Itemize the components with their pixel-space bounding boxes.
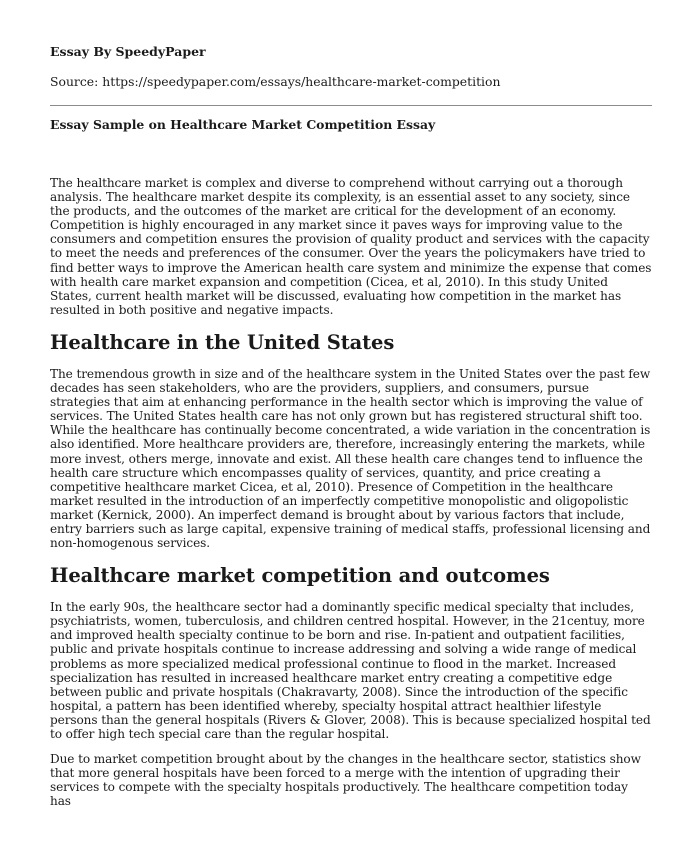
document-page [50,44,652,808]
paragraph-healthcare-us: The tremendous growth in size and of the healthcare system in the United States over the past few decades has seen stakeholders, who are the providers, suppliers, and consumers, pursue strategies that aim at enhancing performance in the health sector which is improving the value of services. The United States health care has not only grown but has registered structural shift too. While the healthcare has continually become concentrated, a wide variation in the concentration is also identified. More healthcare providers are, therefore, increasingly entering the markets, while more invest, others merge, innovate and exist. All these health care changes tend to influence the health care structure which encompasses quality of services, quantity, and price creating a competitive healthcare market Cicea, et al, 2010). Presence of Competition in the healthcare market resulted in the introduction of an imperfectly competitive monopolistic and oligopolistic market (Kernick, 2000). An imperfect demand is brought about by various factors that include, entry barriers such as large capital, expensive training of medical staffs, professional licensing and non-homogenous services. [50,366,651,551]
heading-healthcare-us: Healthcare in the United States [50,330,395,354]
source-line: Source: https://speedypaper.com/essays/healthcare-market-competition [50,74,501,89]
paragraph-intro: The healthcare market is complex and diverse to comprehend without carrying out a thorough analysis. The healthcare market despite its complexity, is an essential asset to any society, since the products, and the outcomes of the market are critical for the development of an economy. Competition is highly encouraged in any market since it paves ways for improving value to the consumers and competition ensures the provision of quality product and services with the capacity to meet the needs and preferences of the consumer. Over the years the policymakers have tried to find better ways to improve the American health care system and minimize the expense that comes with health care market expansion and competition (Cicea, et al, 2010). In this study United States, current health market will be discussed, evaluating how competition in the market has resulted in both positive and negative impacts. [50,176,652,317]
header-divider [50,105,652,106]
brand-title: Essay By SpeedyPaper [50,44,206,59]
paragraph-competition: In the early 90s, the healthcare sector had a dominantly specific medical specialty that includes, psychiatrists, women, tuberculosis, and children centred hospital. However, in the 21centuy, more and improved health specialty continue to be born and rise. In-patient and outpatient facilities, public and private hospitals continue to increase addressing and solving a wide range of medical problems as more specialized medical professional continue to flood in the market. Increased specialization has resulted in increased healthcare market entry creating a competitive edge between public and private hospitals (Chakravarty, 2008). Since the introduction of the specific hospital, a pattern has been identified whereby, specialty hospital attract healthier lifestyle persons than the general hospitals (Rivers & Glover, 2008). This is because specialized hospital ted to offer high tech special care than the regular hospital. [50,600,651,741]
paragraph-mergers: Due to market competition brought about by the changes in the healthcare sector, statistics show that more general hospitals have been forced to a merge with the intention of upgrading their services to compete with the specialty hospitals productively. The healthcare competition today has [50,752,641,809]
essay-title: Essay Sample on Healthcare Market Competition Essay [50,117,436,132]
heading-market-competition: Healthcare market competition and outcomes [50,564,550,588]
